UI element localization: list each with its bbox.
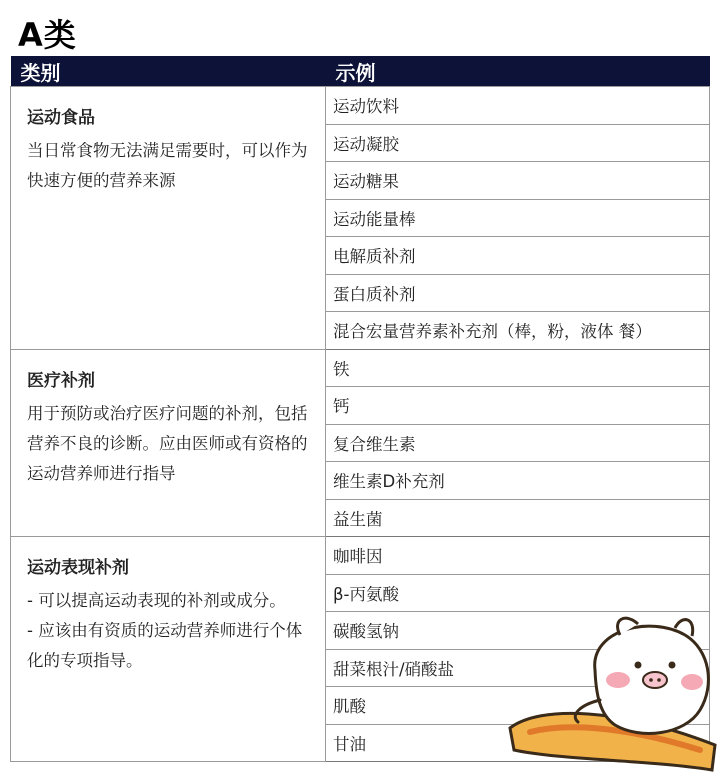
category-title: 运动食品 <box>27 108 95 128</box>
table-row <box>11 87 710 125</box>
example-item: 混合宏量营养素补充剂（棒，粉，液体 餐） <box>326 312 710 350</box>
example-item: 甜菜根汁/硝酸盐 <box>326 649 710 687</box>
example-item: 蛋白质补剂 <box>326 274 710 312</box>
example-item: 电解质补剂 <box>326 237 710 275</box>
header-category: 类别 <box>11 56 326 87</box>
example-item: 运动糖果 <box>326 162 710 200</box>
category-cell <box>11 537 326 762</box>
example-item: 甘油 <box>326 724 710 762</box>
table-row <box>11 537 710 575</box>
category-title: 运动表现补剂 <box>27 558 129 578</box>
example-item: 益生菌 <box>326 499 710 537</box>
example-item: 维生素D补充剂 <box>326 462 710 500</box>
category-cell <box>11 349 326 537</box>
example-item: 复合维生素 <box>326 424 710 462</box>
table-header-row <box>11 56 710 87</box>
category-description-line: - 可以提高运动表现的补剂或成分。 <box>27 591 286 610</box>
example-item: 碳酸氢钠 <box>326 612 710 650</box>
example-item: 铁 <box>326 349 710 387</box>
example-item: β-丙氨酸 <box>326 574 710 612</box>
table-row <box>11 349 710 387</box>
example-item: 运动能量棒 <box>326 199 710 237</box>
page-title: A类 <box>18 16 77 54</box>
example-item: 钙 <box>326 387 710 425</box>
category-title: 医疗补剂 <box>27 370 95 391</box>
example-item: 肌酸 <box>326 687 710 725</box>
category-description: 当日常食物无法满足需要时，可以作为快速方便的营养来源 <box>27 141 308 190</box>
cartoon-pig-on-hotdog-sticker-icon <box>500 610 720 776</box>
category-description-line: - 应该由有资质的运动营养师进行个体化的专项指导。 <box>27 621 303 670</box>
example-item: 咖啡因 <box>326 537 710 575</box>
header-examples: 示例 <box>326 56 710 87</box>
category-description: 用于预防或治疗医疗问题的补剂，包括营养不良的诊断。应由医师或有资格的运动营养师进行指导 <box>27 403 308 483</box>
category-cell <box>11 87 326 350</box>
example-item: 运动凝胶 <box>326 124 710 162</box>
example-item: 运动饮料 <box>326 87 710 125</box>
